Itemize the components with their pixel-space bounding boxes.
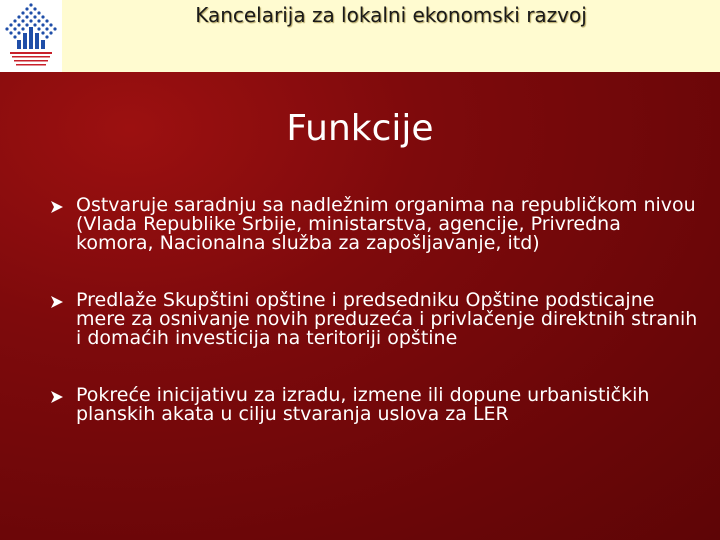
arrowhead-bullet-icon bbox=[50, 390, 64, 404]
list-item-text: Ostvaruje saradnju sa nadležnim organima na republičkom nivou (Vlada Republike Srbije, ministarstva, agencije, Privredna komora, Nacionalna služba za zapošljavanje, itd) bbox=[76, 194, 696, 254]
list-item bbox=[50, 386, 700, 424]
list-item-text: Predlaže Skupštini opštine i predsedniku Opštine podsticajne mere za osnivanje novih preduzeća i privlačenje direktnih stranih i domaćih investicija na teritoriji opštine bbox=[76, 289, 698, 349]
list-item bbox=[50, 196, 700, 253]
header-title: Kancelarija za lokalni ekonomski razvoj bbox=[195, 3, 587, 27]
arrowhead-bullet-icon bbox=[50, 200, 64, 214]
list-item-text: Pokreće inicijativu za izradu, izmene ili dopune urbanističkih planskih akata u cilju stvaranja uslova za LER bbox=[76, 384, 650, 425]
list-item bbox=[50, 291, 700, 348]
municipal-logo-icon bbox=[0, 0, 62, 72]
slide-title: Funkcije bbox=[286, 108, 434, 149]
arrowhead-bullet-icon bbox=[50, 295, 64, 309]
header-bar bbox=[0, 0, 720, 72]
bullet-list bbox=[50, 196, 700, 424]
